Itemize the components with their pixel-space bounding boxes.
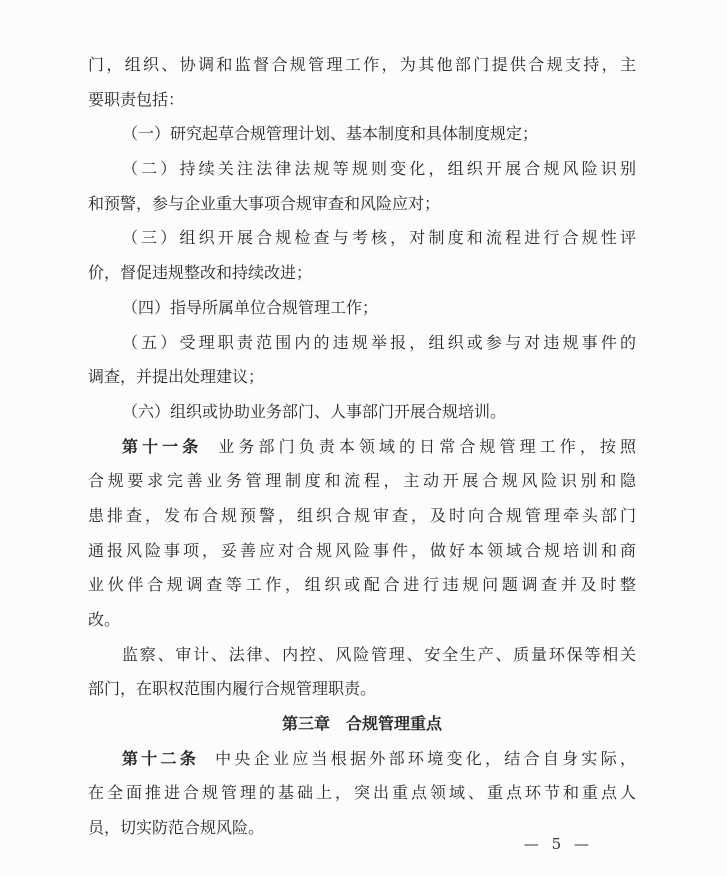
text-line: 价，督促违规整改和持续改进； [88, 263, 313, 283]
duty-item-4: （四）指导所属单位合规管理工作； [122, 297, 379, 317]
article-12-first-line [88, 742, 636, 777]
text-line: 监察、审计、法律、内控、风险管理、安全生产、质量环保等相关 [122, 644, 636, 664]
text-line: 业伙伴合规调查等工作，组织或配合进行违规问题调查并及时整 [88, 575, 636, 595]
text-line: 调查，并提出处理建议； [88, 367, 265, 387]
article-12-text: 中央企业应当根据外部环境变化，结合自身实际， [215, 748, 636, 768]
article-11-first-line [88, 430, 636, 465]
article-11-text: 业务部门负责本领域的日常合规管理工作，按照 [218, 436, 636, 456]
text-line: 在全面推进合规管理的基础上，突出重点领域、重点环节和重点人 [88, 783, 636, 803]
duty-item-5: （五）受理职责范围内的违规举报，组织或参与对违规事件的 [122, 332, 636, 352]
duty-item-6: （六）组织或协助业务部门、人事部门开展合规培训。 [122, 401, 507, 421]
article-11-label: 第十一条 [122, 436, 203, 456]
text-line: 患排查，发布合规预警，组织合规审查，及时向合规管理牵头部门 [88, 505, 636, 525]
text-line: 和预警，参与企业重大事项合规审查和风险应对； [88, 193, 441, 213]
article-12-label: 第十二条 [122, 748, 200, 768]
text-line: 门，组织、协调和监督合规管理工作，为其他部门提供合规支持，主 [88, 55, 636, 74]
duty-item-1: （一）研究起草合规管理计划、基本制度和具体制度规定； [122, 124, 539, 144]
chapter-heading: 第三章 合规管理重点 [281, 714, 442, 734]
duty-item-2: （二）持续关注法律法规等规则变化，组织开展合规风险识别 [122, 159, 636, 179]
text-line: 要职责包括： [88, 89, 185, 109]
body-text [88, 48, 636, 846]
page-number: — 5 — [523, 835, 593, 853]
text-line: 通报风险事项，妥善应对合规风险事件，做好本领域合规培训和商 [88, 540, 636, 560]
text-line: 员，切实防范合规风险。 [88, 818, 265, 838]
text-line: 部门，在职权范围内履行合规管理职责。 [88, 679, 377, 699]
duty-item-3: （三）组织开展合规检查与考核，对制度和流程进行合规性评 [122, 228, 636, 248]
text-line: 改。 [88, 610, 121, 629]
text-line: 合规要求完善业务管理制度和流程，主动开展合规风险识别和隐 [88, 471, 636, 491]
